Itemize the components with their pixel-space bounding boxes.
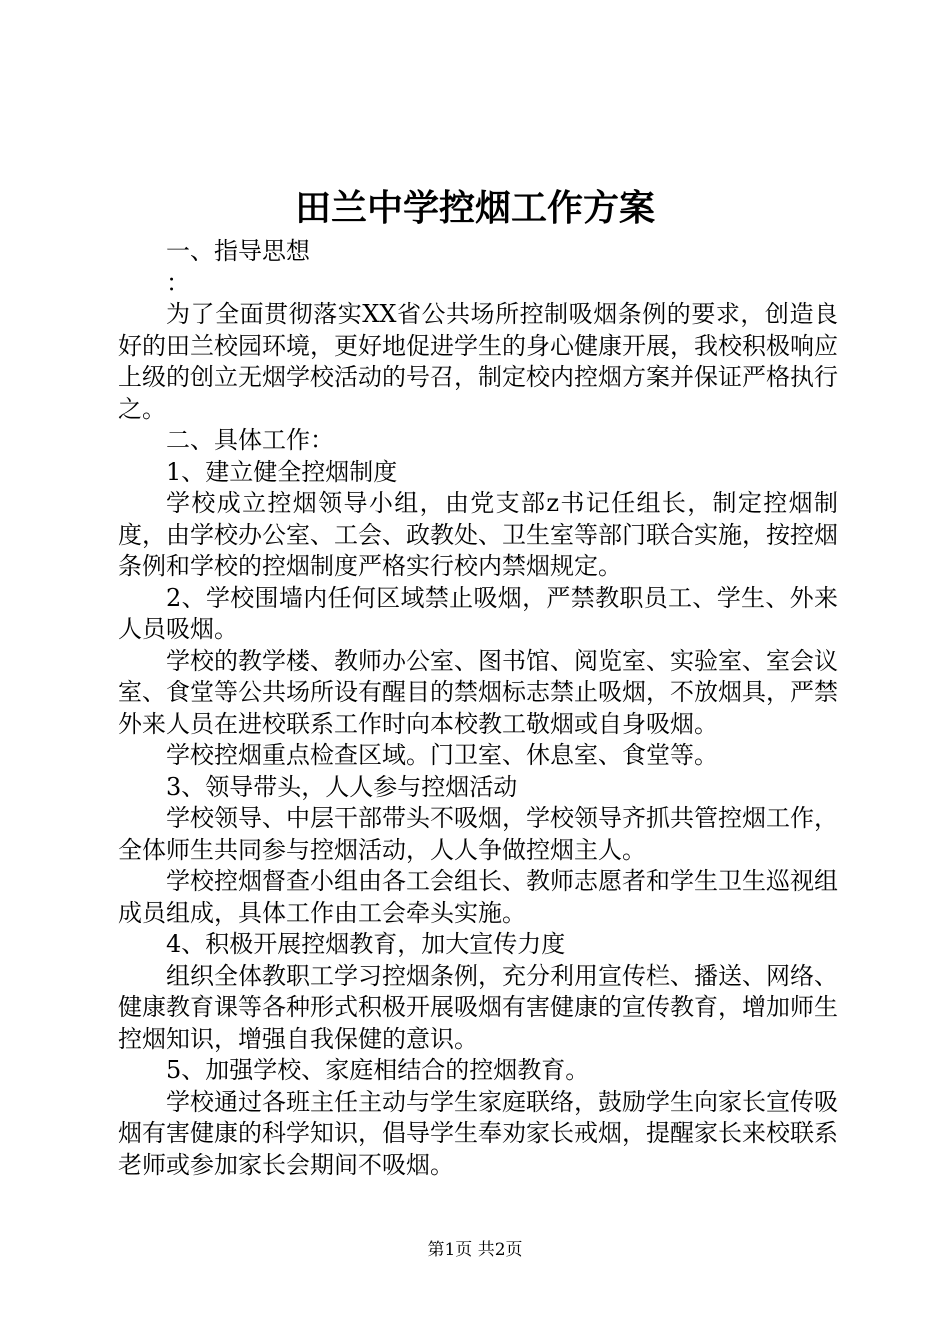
- paragraph: 1、建立健全控烟制度: [166, 457, 398, 486]
- paragraph: 学校通过各班主任主动与学生家庭联络，鼓励学生向家长宣传吸烟有害健康的科学知识，倡导学生奉劝家长戒烟，提醒家长来校联系老师或参加家长会期间不吸烟。: [118, 1087, 838, 1179]
- paragraph: 一、指导思想: [166, 237, 310, 265]
- paragraph: 5、加强学校、家庭相结合的控烟教育。: [166, 1056, 590, 1084]
- paragraph: 二、具体工作：: [166, 426, 334, 454]
- document-body: [118, 236, 838, 1181]
- paragraph: 学校控烟重点检查区域。门卫室、休息室、食堂等。: [166, 741, 718, 769]
- paragraph: 3、领导带头，人人参与控烟活动: [166, 772, 518, 801]
- paragraph: 组织全体教职工学习控烟条例，充分利用宣传栏、播送、网络、健康教育课等各种形式积极开展吸烟有害健康的宣传教育，增加师生控烟知识，增强自我保健的意识。: [118, 961, 838, 1053]
- paragraph: 学校成立控烟领导小组，由党支部z书记任组长，制定控烟制度，由学校办公室、工会、政教处、卫生室等部门联合实施，按控烟条例和学校的控烟制度严格实行校内禁烟规定。: [118, 489, 838, 580]
- paragraph: 学校的教学楼、教师办公室、图书馆、阅览室、实验室、室会议室、食堂等公共场所设有醒目的禁烟标志禁止吸烟，不放烟具，严禁外来人员在进校联系工作时向本校教工敬烟或自身吸烟。: [118, 646, 838, 738]
- page-footer: 第1页 共2页: [427, 1240, 523, 1260]
- paragraph: 4、积极开展控烟教育，加大宣传力度: [166, 930, 566, 958]
- paragraph: 学校领导、中层干部带头不吸烟，学校领导齐抓共管控烟工作，全体师生共同参与控烟活动，人人争做控烟主人。: [118, 804, 838, 864]
- paragraph: 2、学校围墙内任何区域禁止吸烟，严禁教职员工、学生、外来人员吸烟。: [118, 583, 838, 643]
- document-title: 田兰中学控烟工作方案: [294, 187, 655, 229]
- paragraph: 为了全面贯彻落实XX省公共场所控制吸烟条例的要求，创造良好的田兰校园环境，更好地促进学生的身心健康开展，我校积极响应上级的创立无烟学校活动的号召，制定校内控烟方案并保证严格执行之。: [118, 300, 838, 423]
- paragraph: 学校控烟督查小组由各工会组长、教师志愿者和学生卫生巡视组成员组成，具体工作由工会牵头实施。: [118, 867, 838, 927]
- paragraph: ：: [166, 268, 190, 297]
